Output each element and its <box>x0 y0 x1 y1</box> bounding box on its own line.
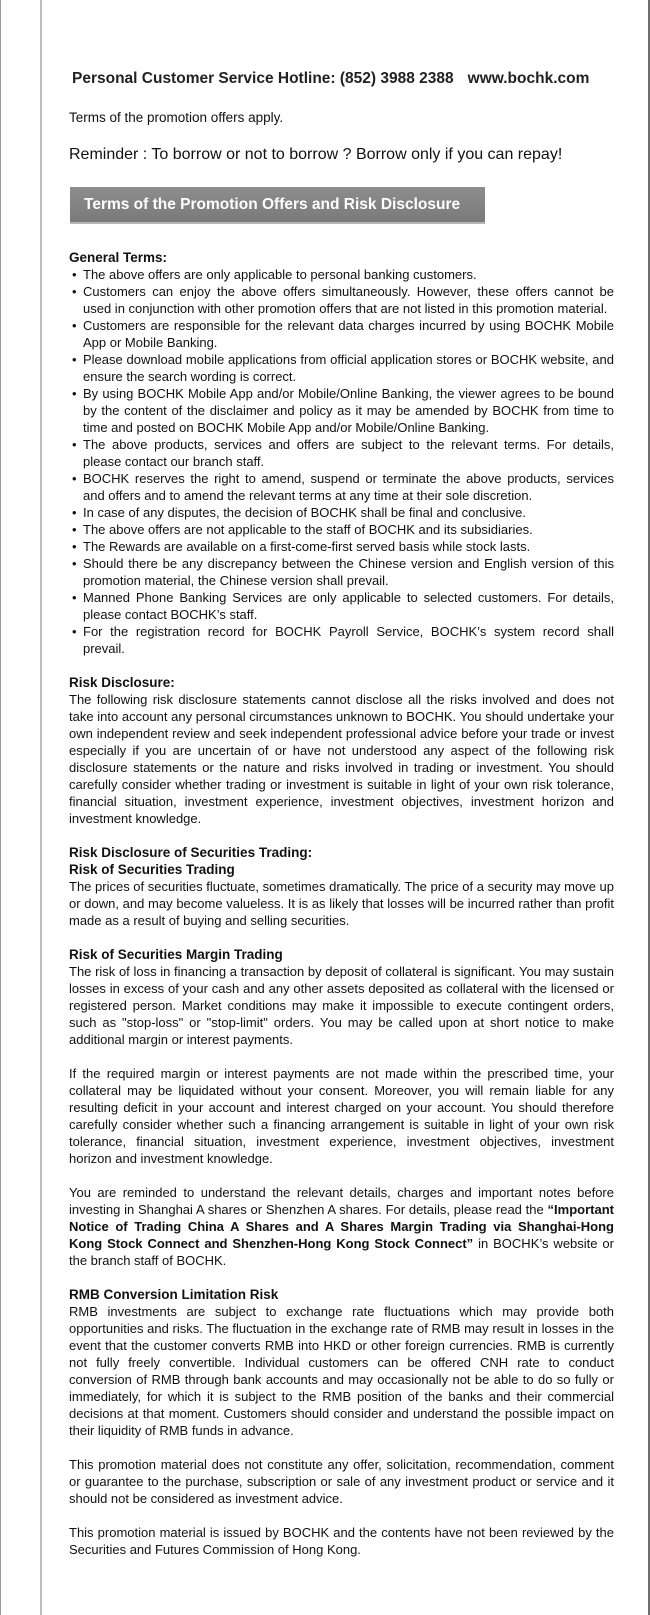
page-left-rule <box>40 0 42 1615</box>
list-item: • The above offers are not applicable to the staff of BOCHK and its subsidiaries. <box>69 521 614 538</box>
borrow-reminder: Reminder : To borrow or not to borrow ? Borrow only if you can repay! <box>69 146 563 163</box>
list-item: • Should there be any discrepancy between the Chinese version and English version of this promotion material, the Chinese version shall prevail. <box>69 555 614 589</box>
website-link[interactable]: www.bochk.com <box>467 70 590 87</box>
connect-notice-title: “Important Notice of Trading China A Shares and A Shares Margin Trading via Shanghai-Hong Kong Stock Connect and Shenzhen-Hong Kong Stock Connect” <box>69 1202 614 1251</box>
banner-title: Terms of the Promotion Offers and Risk Disclosure <box>84 195 461 213</box>
risk-disclosure-text: The following risk disclosure statements cannot disclose all the risks involved and does not take into account any personal circumstances unknown to BOCHK. You should undertake your own independent review and seek independent professional advice before your trade or invest especially if you are uncertain of or have not understood any aspect of the following risk disclosure statements or the nature and risks involved in trading or investment. You should carefully consider whether trading or investment is suitable in light of your own risk tolerance, financial situation, investment experience, investment objectives, investment horizon and investment knowledge. <box>69 692 614 826</box>
securities-subheading: Risk of Securities Trading <box>69 862 235 877</box>
rmb-text: RMB investments are subject to exchange rate fluctuations which may provide both opportunities and risks. The fluctuation in the exchange rate of RMB may result in losses in the event that the customer converts RMB into HKD or other foreign currencies. RMB is currently not fully freely convertible. Individual customers can be offered CNH rate to conduct conversion of RMB through bank accounts and may occasionally not be able to do so fully or immediately, for which it is subject to the RMB position of the banks and their commercial decisions at that moment. Customers should consider and understand the possible impact on their liquidity of RMB funds in advance. <box>69 1304 614 1438</box>
list-item: • In case of any disputes, the decision of BOCHK shall be final and conclusive. <box>69 504 614 521</box>
list-item: • Customers are responsible for the relevant data charges incurred by using BOCHK Mobile App or Mobile Banking. <box>69 317 614 351</box>
margin-text-1: The risk of loss in financing a transaction by deposit of collateral is significant. You may sustain losses in excess of your cash and any other assets deposited as collateral with the licensed or registered person. Market conditions may make it impossible to execute contingent orders, such as "stop-loss" or "stop-limit" orders. You may be called upon at short notice to make additional margin or interest payments. <box>69 964 614 1047</box>
disclaimer-sfc: This promotion material is issued by BOCHK and the contents have not been reviewed by the Securities and Futures Commission of Hong Kong. <box>69 1525 614 1557</box>
securities-text: The prices of securities fluctuate, sometimes dramatically. The price of a security may move up or down, and may become valueless. It is as likely that losses will be incurred rather than profit made as a result of buying and selling securities. <box>69 879 615 928</box>
risk-disclosure-heading: Risk Disclosure: <box>69 675 175 690</box>
terms-banner <box>70 187 485 224</box>
terms-body <box>69 249 614 1558</box>
general-terms-heading: General Terms: <box>69 250 168 265</box>
connect-notice <box>69 1184 614 1269</box>
margin-text-2: If the required margin or interest payments are not made within the prescribed time, your collateral may be liquidated without your consent. Moreover, you will remain liable for any resulting deficit in your account and interest charged on your account. You should therefore carefully consider whether such a financing arrangement is suitable in light of your own risk tolerance, financial situation, investment experience, investment objectives, investment horizon and investment knowledge. <box>69 1066 614 1166</box>
list-item: • Manned Phone Banking Services are only applicable to selected customers. For details, please contact BOCHK’s staff. <box>69 589 614 623</box>
list-item: • For the registration record for BOCHK Payroll Service, BOCHK’s system record shall prevail. <box>69 623 614 657</box>
list-item: • By using BOCHK Mobile App and/or Mobile/Online Banking, the viewer agrees to be bound by the content of the disclaimer and policy as it may be amended by BOCHK from time to time and posted on BOCHK Mobile App and/or Mobile/Online Banking. <box>69 385 614 436</box>
list-item: • The Rewards are available on a first-come-first served basis while stock lasts. <box>69 538 614 555</box>
securities-heading: Risk Disclosure of Securities Trading: <box>69 845 313 860</box>
list-item: • BOCHK reserves the right to amend, suspend or terminate the above products, services and offers and to amend the relevant terms at any time at their sole discretion. <box>69 470 614 504</box>
connect-text-after: in BOCHK’s website or the branch staff of BOCHK. <box>69 1236 614 1268</box>
margin-heading: Risk of Securities Margin Trading <box>69 947 283 962</box>
hotline-text: Personal Customer Service Hotline: (852) 3988 2388 <box>72 70 454 87</box>
connect-text-before: You are reminded to understand the relevant details, charges and important notes before investing in Shanghai A shares or Shenzhen A shares. For details, please read the <box>69 1185 614 1217</box>
list-item: • Please download mobile applications from official application stores or BOCHK website, and ensure the search wording is correct. <box>69 351 614 385</box>
list-item: • Customers can enjoy the above offers simultaneously. However, these offers cannot be used in conjunction with other promotion offers that are not listed in this promotion material. <box>69 283 614 317</box>
disclaimer-investment: This promotion material does not constitute any offer, solicitation, recommendation, comment or guarantee to the purchase, subscription or sale of any investment product or service and it should not be considered as investment advice. <box>69 1457 614 1506</box>
apply-note: Terms of the promotion offers apply. <box>69 110 284 125</box>
page-left-border <box>0 0 1 1615</box>
list-item: • The above products, services and offers are subject to the relevant terms. For details, please contact our branch staff. <box>69 436 614 470</box>
rmb-heading: RMB Conversion Limitation Risk <box>69 1287 279 1302</box>
general-terms-list <box>69 266 614 657</box>
hotline-header <box>72 70 632 88</box>
list-item: • The above offers are only applicable to personal banking customers. <box>69 266 614 283</box>
